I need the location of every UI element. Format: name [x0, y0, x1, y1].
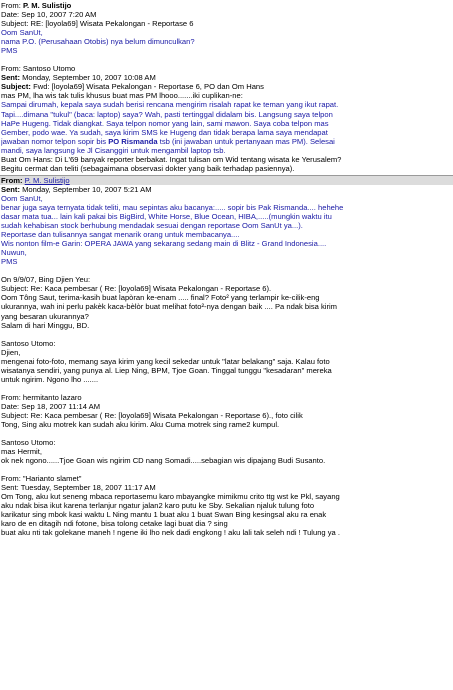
- body-line: PMS: [1, 46, 18, 56]
- quote-line: Gember, podo wae. Ya sudah, saya kirim SMS ke Hugeng dan tidak berapa lama saya mendapat: [1, 127, 328, 137]
- quote-line: Tapi....dimana "tukul" (baca: laptop) saya? Wah, pasti tertinggal didalam bis. Langsung saya telpon: [1, 109, 333, 119]
- from-line: From: "Harianto slamet": [1, 474, 82, 484]
- quote-line: Sampai dirumah, kepala saya sudah berisi rencana mengirim risalah rapat ke teman yang ikut rapat.: [1, 100, 339, 110]
- body-line: Nuwun,: [1, 248, 27, 258]
- message-6: [0, 393, 453, 429]
- body-line: sudah kehabisan stock berhubung mendadak sesuai dengan reportase Oom SanUt ya...).: [1, 221, 303, 231]
- quote-line: jawaban nomor telpon sopir bis PO Rismanda tsb (ini jawaban untuk pertanyaan mas PM). Selesai: [1, 136, 335, 146]
- sent-line: Sent: Monday, September 10, 2007 5:21 AM: [1, 184, 152, 194]
- body-line: Oom SanUt,: [1, 28, 43, 38]
- message-5: [0, 339, 453, 384]
- sent-line: Sent: Tuesday, September 18, 2007 11:17 AM: [1, 483, 156, 493]
- body-line: Buat Om Hans: Di L'69 banyak reporter berbakat. Ingat tulisan om Wid tentang wisata ke Yerusalem?: [1, 154, 342, 164]
- quote-line: mandi, saya langsung ke Jl Cisanggiri untuk mengambil laptop tsb.: [1, 145, 226, 155]
- body-line: buat aku nti tak golekane maneh ! ngene iki lho nek dadi engkong ! aku lali tak seleh ndi ! Tulung ya .: [1, 528, 340, 538]
- sender-name: P. M. Sulistijo: [22, 1, 72, 10]
- sent-line: Sent: Monday, September 10, 2007 10:08 AM: [1, 73, 156, 83]
- body-line: PMS: [1, 257, 18, 267]
- date-line: Date: Sep 10, 2007 7:20 AM: [1, 10, 97, 20]
- message-7: [0, 438, 453, 465]
- sender-link[interactable]: P. M. Sulistijo: [24, 175, 70, 185]
- body-line: benar juga saya ternyata tidak teliti, mau sepintas aku bacanya:..... sopir bis Pak Rismanda.... hehehe: [1, 202, 344, 212]
- body-line: Salam di hari Minggu, BD.: [1, 320, 90, 330]
- body-line: Oom SanUt,: [1, 193, 43, 203]
- body-line: karo de en ditagih ndi fotone, bisa tolong cetake lagi buat dia ? sing: [1, 519, 228, 529]
- spacer: [0, 465, 453, 474]
- body-line: mas PM, lha wis tak tulis khusus buat mas PM lhooo.......iki cuplikan-ne:: [1, 91, 243, 101]
- body-line: mas Hermit,: [1, 447, 42, 457]
- message-1: [0, 1, 453, 55]
- body-line: Santoso Utomo:: [1, 338, 56, 348]
- body-line: Om Tong, aku kut seneng mbaca reportasemu karo mbayangke mimikmu crito ttg wst ke Pkl, sayang: [1, 492, 340, 502]
- body-line: wisatanya sendiri, yang punya al. Liep Ning, BPM, Tjoe Goan. Tinggal tunggu "kesadaran" mereka: [1, 365, 332, 375]
- body-line: Wis nonton film-e Garin: OPERA JAWA yang sekarang sedang main di Blitz - Grand Indonesia....: [1, 239, 327, 249]
- body-line: Begitu cermat dan teliti (sebagaimana observasi dokter yang baik terhadap pasiennya).: [1, 163, 295, 173]
- date-line: Date: Sep 18, 2007 11:14 AM: [1, 401, 101, 411]
- body-line: Tong, Sing aku motrek kan sudah aku kirim. Aku Cuma motrek sing rame2 kumpul.: [1, 419, 280, 429]
- spacer: [0, 266, 453, 275]
- body-line: dasar mata tua... lain kali pakai bis BigBird, White Horse, Blue Ocean, HIBA,.....(mungkin waktu itu: [1, 212, 332, 222]
- subject-line: Subject: Re: Kaca pembesar ( Re: [loyola69] Wisata Pekalongan - Reportase 6)., foto cilik: [1, 410, 303, 420]
- body-line: yang besaran ukurannya?: [1, 311, 89, 321]
- quote-line: HaPe Hugeng. Tidak diangkat. Saya telpon nomor yang lain, sami mawon. Saya coba telpon mas: [1, 118, 329, 128]
- body-line: Santoso Utomo:: [1, 438, 56, 448]
- body-line: Reportase dan tulisannya sangat menarik orang untuk membacanya....: [1, 230, 240, 240]
- body-line: ukurannya, wah ini perlu pakèk kaca-bèlòr buat melihat foto²-nya dengan baik .... Pa ndak bisa kirim: [1, 302, 337, 312]
- message-8: [0, 474, 453, 537]
- body-line: aku ndak bisa ikut karena terlanjur ngatur jalan2 karo putu ke Sby. Sekalian njaluk tulung foto: [1, 501, 315, 511]
- message-2: [0, 64, 453, 173]
- message-3-body: [0, 185, 453, 266]
- message-4: [0, 275, 453, 329]
- spacer: [0, 384, 453, 393]
- body-line: Oom Tông Saut, terima-kasih buat lapòran ke-enam ..... final? Foto² yang terlampir ke-cilik-eng: [1, 293, 320, 303]
- spacer: [0, 55, 453, 64]
- body-line: karikatur sing mbok kasi waktu L Ning mantu 1 buat aku 1 buat Swan Bing kesingsal aku ra enak: [1, 510, 327, 520]
- body-line: mengenai foto-foto, memang saya kirim yang kecil sekedar untuk "latar belakang" saja. Kalau foto: [1, 356, 330, 366]
- body-line: nama P.O. (Perusahaan Otobis) nya belum dimunculkan?: [1, 37, 195, 47]
- body-line: untuk ngirim. Ngono lho .......: [1, 374, 99, 384]
- body-line: On 9/9/07, Bing Djien Yeu:: [1, 275, 91, 285]
- spacer: [0, 429, 453, 438]
- body-line: ok nek ngono......Tjoe Goan wis ngirim CD nang Somadi.....sebagian wis dipajang Budi Susanto.: [1, 456, 326, 466]
- from-line: From: P. M. Sulistijo: [1, 175, 70, 185]
- spacer: [0, 330, 453, 339]
- subject-line: Subject: Fwd: [loyola69] Wisata Pekalongan - Reportase 6, PO dan Om Hans: [1, 82, 264, 92]
- message-3: [0, 175, 453, 185]
- from-line: From: Santoso Utomo: [1, 64, 76, 74]
- body-line: Djien,: [1, 347, 21, 357]
- subject-line: Subject: RE: [loyola69] Wisata Pekalongan - Reportase 6: [1, 19, 194, 29]
- from-line: From: hermitanto lazaro: [1, 392, 82, 402]
- from-line: From: P. M. Sulistijo: [1, 1, 72, 10]
- body-line: Subject: Re: Kaca pembesar ( Re: [loyola69] Wisata Pekalongan - Reportase 6).: [1, 284, 272, 294]
